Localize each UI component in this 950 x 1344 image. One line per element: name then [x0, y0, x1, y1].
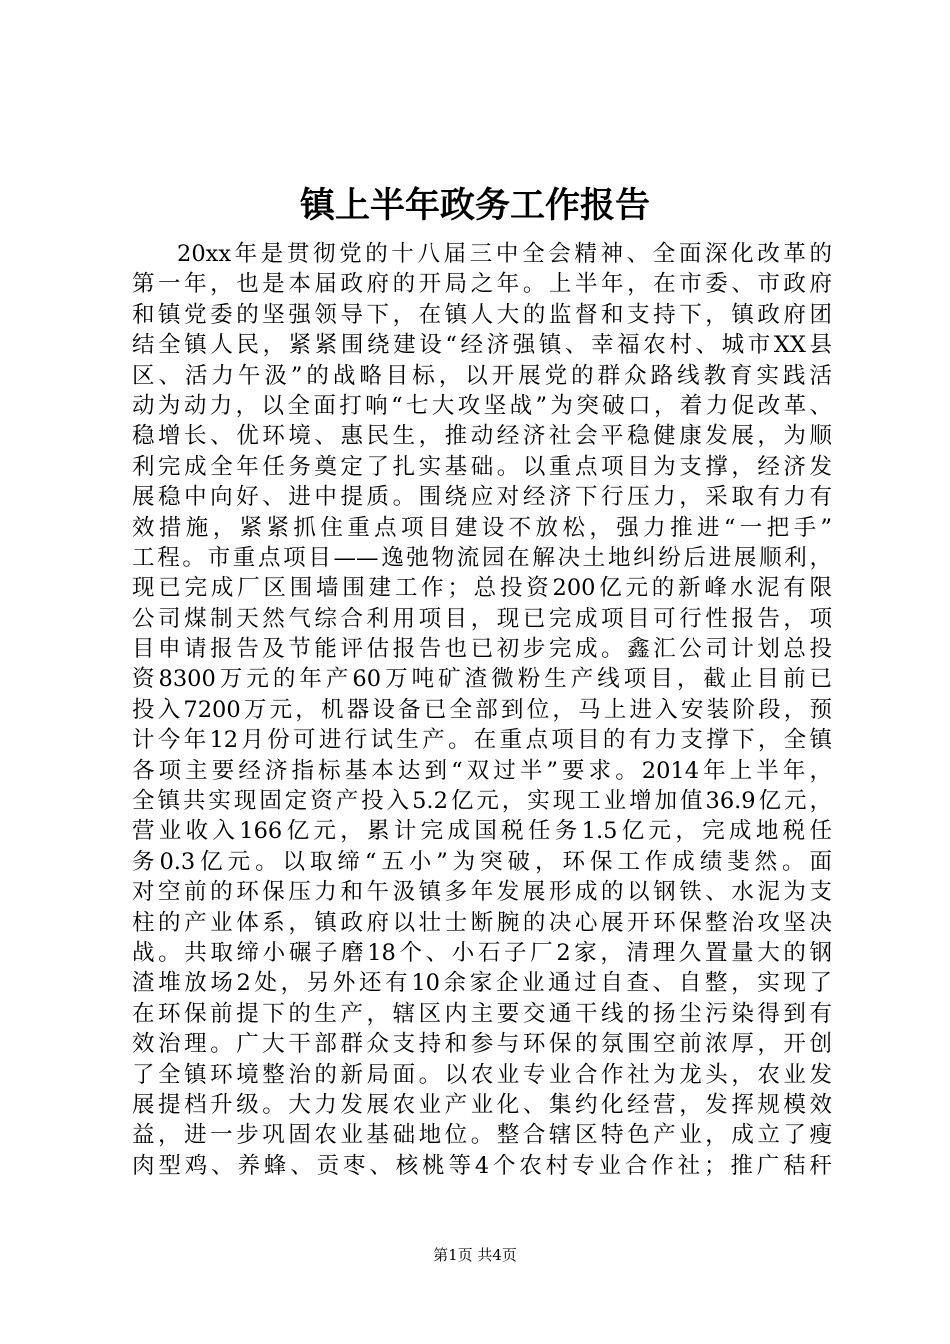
paragraph-line: 肉型鸡、养蜂、贡枣、核桃等4个农村专业合作社；推广秸秆 [132, 1152, 832, 1179]
paragraph-line: 营业收入166亿元，累计完成国税任务1.5亿元，完成地税任 [132, 818, 832, 845]
paragraph-line: 区、活力午汲”的战略目标，以开展党的群众路线教育实践活 [132, 362, 832, 389]
paragraph-line: 益，进一步巩固农业基础地位。整合辖区特色产业，成立了瘦 [132, 1122, 832, 1149]
paragraph-line: 效措施，紧紧抓住重点项目建设不放松，强力推进“一把手” [132, 514, 832, 541]
page-number: 第1页 [433, 1246, 473, 1264]
paragraph-line: 资8300万元的年产60万吨矿渣微粉生产线项目，截止目前已 [132, 666, 832, 693]
paragraph-line: 效治理。广大干部群众支持和参与环保的氛围空前浓厚，开创 [132, 1031, 832, 1058]
paragraph-line: 在环保前提下的生产，辖区内主要交通干线的扬尘污染得到有 [132, 1000, 832, 1027]
paragraph-line: 现已完成厂区围墙围建工作；总投资200亿元的新峰水泥有限 [132, 575, 832, 602]
paragraph-line: 结全镇人民，紧紧围绕建设“经济强镇、幸福农村、城市XX县 [132, 332, 832, 359]
document-title: 镇上半年政务工作报告 [299, 185, 650, 226]
paragraph-line: 渣堆放场2处，另外还有10余家企业通过自查、自整，实现了 [132, 970, 832, 997]
paragraph-line: 全镇共实现固定资产投入5.2亿元，实现工业增加值36.9亿元， [132, 788, 832, 815]
paragraph-line: 投入7200万元，机器设备已全部到位，马上进入安装阶段，预 [132, 696, 832, 723]
paragraph-line: 了全镇环境整治的新局面。以农业专业合作社为龙头，农业发 [132, 1061, 832, 1088]
paragraph-line: 计今年12月份可进行试生产。在重点项目的有力支撑下，全镇 [132, 727, 832, 754]
paragraph-line: 第一年，也是本届政府的开局之年。上半年，在市委、市政府 [132, 271, 832, 298]
paragraph-line: 展稳中向好、进中提质。围绕应对经济下行压力，采取有力有 [132, 484, 832, 511]
paragraph-line: 务0.3亿元。以取缔“五小”为突破，环保工作成绩斐然。面 [132, 848, 832, 875]
paragraph-line: 对空前的环保压力和午汲镇多年发展形成的以钢铁、水泥为支 [132, 879, 832, 906]
paragraph-line: 利完成全年任务奠定了扎实基础。以重点项目为支撑，经济发 [132, 453, 832, 480]
paragraph-line: 工程。市重点项目——逸弛物流园在解决土地纠纷后进展顺利， [132, 544, 832, 571]
paragraph-line: 动为动力，以全面打响“七大攻坚战”为突破口，着力促改革、 [132, 392, 832, 419]
paragraph-line: 稳增长、优环境、惠民生，推动经济社会平稳健康发展，为顺 [132, 423, 832, 450]
paragraph-line: 柱的产业体系，镇政府以壮士断腕的决心展开环保整治攻坚决 [132, 909, 832, 936]
paragraph-line: 展提档升级。大力发展农业产业化、集约化经营，发挥规模效 [132, 1091, 832, 1118]
paragraph-line: 和镇党委的坚强领导下，在镇人大的监督和支持下，镇政府团 [132, 301, 832, 328]
paragraph-line: 公司煤制天然气综合利用项目，现已完成项目可行性报告，项 [132, 605, 832, 632]
paragraph-line: 20xx年是贯彻党的十八届三中全会精神、全面深化改革的 [177, 241, 832, 267]
body-paragraph [132, 239, 832, 1181]
page-total: 共4页 [477, 1246, 517, 1264]
page-footer [0, 1245, 950, 1265]
paragraph-line: 战。共取缔小碾子磨18个、小石子厂2家，清理久置量大的钢 [132, 939, 832, 966]
paragraph-line: 目申请报告及节能评估报告也已初步完成。鑫汇公司计划总投 [132, 636, 832, 663]
paragraph-line: 各项主要经济指标基本达到“双过半”要求。2014年上半年， [132, 757, 832, 784]
